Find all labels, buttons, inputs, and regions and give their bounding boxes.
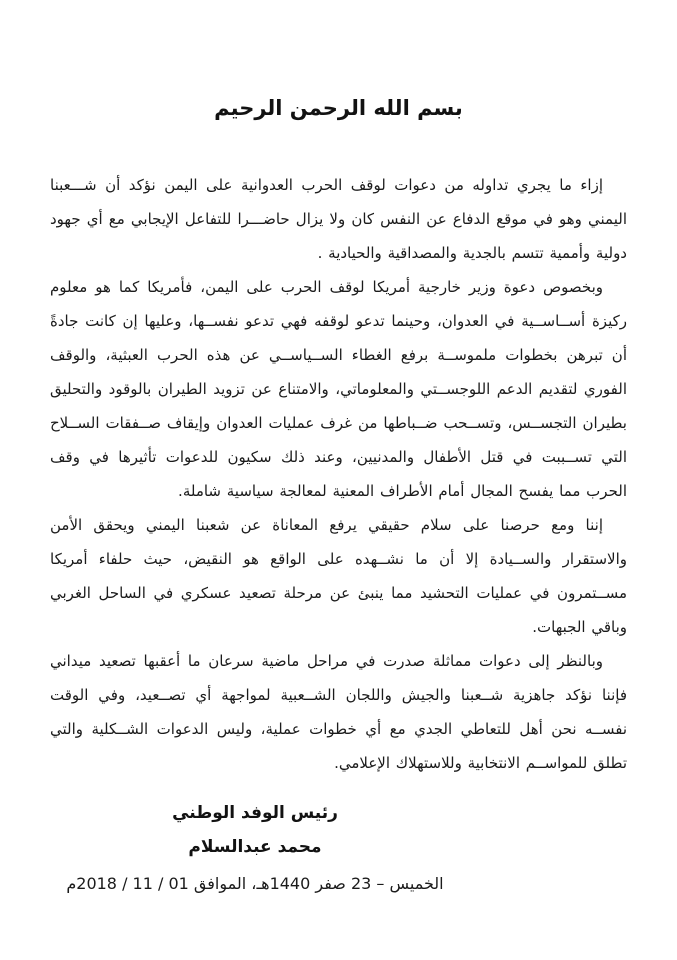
signature-block bbox=[50, 796, 460, 902]
body-paragraph-4: وبالنظر إلى دعوات مماثلة صدرت في مراحل ماضية سرعان ما أعقبها تصعيد ميداني فإننا نؤكد جاهزية شــعبنا والجيش واللجان الشــعبية لمواجهة أي تصــعيد، وفي الوقت نفســه نحن أهل للتعاطي الجدي مع أي خطوات عملية، وليس الدعوات الشــكلية والتي تطلق للمواســم الانتخابية وللاستهلاك الإعلامي. bbox=[50, 652, 627, 772]
signature-name: محمد عبدالسلام bbox=[188, 837, 322, 857]
date-line: الخميس – 23 صفر 1440هـ، الموافق 01 / 11 / 2018م bbox=[66, 874, 444, 893]
signature-title: رئيس الوفد الوطني bbox=[172, 803, 338, 823]
body-paragraph-2: وبخصوص دعوة وزير خارجية أمريكا لوقف الحرب على اليمن، فأمريكا كما هو معلوم ركيزة أســاســية في العدوان، وحينما تدعو لوقفه فهي تدعو نفســها، وعليها إن كانت جادةً أن تبرهن بخطوات ملموســة برفع الغطاء الســياســي عن هذه الحرب العبثية، والوقف الفوري لتقديم الدعم اللوجســتي والمعلوماتي، والامتناع عن تزويد الطيران بالوقود والتحليق بطيران التجســس، وتســحب ضــباطها من غرف عمليات العدوان وإيقاف صــفقات الســلاح التي تســببت في قتل الأطفال والمدنيين، وعند ذلك سكيون للدعوات تأثيرها في وقف الحرب مما يفسح المجال أمام الأطراف المعنية لمعالجة سياسية شاملة. bbox=[50, 278, 627, 500]
basmala-title: بسم الله الرحمن الرحيم bbox=[214, 96, 463, 120]
body-paragraph-3: إننا ومع حرصنا على سلام حقيقي يرفع المعاناة عن شعبنا اليمني ويحقق الأمن والاستقرار والســيادة إلا أن ما نشــهده على الواقع هو النقيض، حيث حلفاء أمريكا مســتمرون في عمليات التحشيد مما ينبئ عن مرحلة تصعيد عسكري في الساحل الغربي وباقي الجبهات. bbox=[50, 516, 627, 636]
statement-body bbox=[50, 168, 627, 780]
body-paragraph-1: إزاء ما يجري تداوله من دعوات لوقف الحرب العدوانية على اليمن نؤكد أن شـــعبنا اليمني وهو في موقع الدفاع عن النفس كان ولا يزال حاضـــرا للتفاعل الإيجابي مع أي جهود دولية وأممية تتسم بالجدية والمصداقية والحيادية . bbox=[50, 176, 627, 262]
